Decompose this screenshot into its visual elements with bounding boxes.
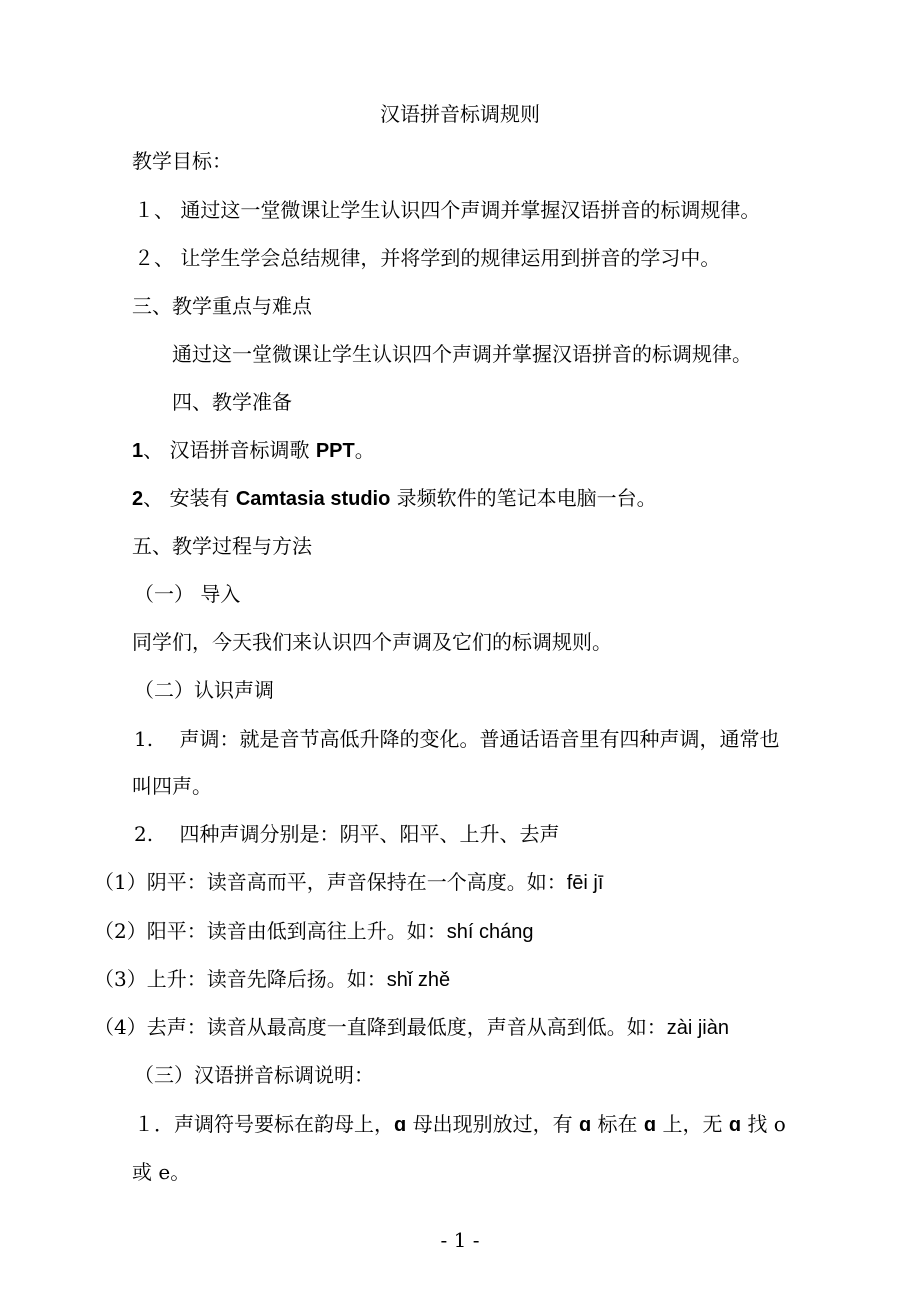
objectives-heading: 教学目标： [132, 149, 232, 173]
sub-1-heading: （一） 导入 [134, 582, 241, 606]
section-4-heading: 四、教学准备 [172, 390, 292, 414]
prep-item-2-end: 录频软件的笔记本电脑一台。 [390, 486, 657, 510]
tone-3 [94, 965, 450, 994]
tone-1 [94, 868, 603, 897]
objective-1: １、 通过这一堂微课让学生认识四个声调并掌握汉语拼音的标调规律。 [134, 198, 761, 222]
objective-2: ２、 让学生学会总结规律，并将学到的规律运用到拼音的学习中。 [134, 246, 721, 270]
tone-1-text: （1）阴平：读音高而平，声音保持在一个高度。如： [94, 870, 567, 894]
tone-4 [94, 1013, 729, 1042]
prep-item-1 [132, 436, 375, 465]
rule-1-text: 找 o [741, 1112, 786, 1136]
page-number: - 1 - [440, 1228, 480, 1252]
tone-3-text: （3）上升：读音先降后扬。如： [94, 967, 387, 991]
section-5-heading: 五、教学过程与方法 [132, 534, 312, 558]
rule-1-alpha: ɑ [394, 1114, 407, 1136]
tone-2-example: shí cháng [446, 921, 534, 943]
tone-4-example: zài jiàn [666, 1017, 729, 1039]
rule-1-continued: 或 e。 [132, 1160, 191, 1184]
tone-2 [94, 917, 533, 946]
rule-1-alpha: ɑ [643, 1114, 657, 1136]
prep-item-1-text: 、 汉语拼音标调歌 [143, 438, 316, 462]
prep-item-2 [132, 484, 657, 513]
point-1-continued: 叫四声。 [132, 774, 212, 798]
rule-1 [134, 1110, 786, 1139]
prep-item-1-end: 。 [354, 438, 375, 462]
point-2: 2. 四种声调分别是：阴平、阳平、上升、去声 [134, 822, 560, 846]
rule-1-alpha: ɑ [578, 1114, 592, 1136]
tone-1-example: fēi jī [566, 872, 604, 894]
intro-text: 同学们，今天我们来认识四个声调及它们的标调规则。 [132, 630, 612, 654]
rule-1-alpha: ɑ [728, 1114, 742, 1136]
sub-2-heading: （二）认识声调 [134, 678, 274, 702]
tone-2-text: （2）阳平：读音由低到高往上升。如： [94, 919, 447, 943]
rule-1-text: 上，无 [656, 1112, 729, 1136]
tone-4-text: （4）去声：读音从最高度一直降到最低度，声音从高到低。如： [94, 1015, 667, 1039]
rule-1-text: 标在 [591, 1112, 644, 1136]
prep-item-1-ppt: PPT [315, 440, 355, 462]
sub-3-heading: （三）汉语拼音标调说明： [134, 1063, 374, 1087]
prep-item-2-software: Camtasia studio [235, 488, 391, 510]
point-1: 1. 声调：就是音节高低升降的变化。普通话语音里有四种声调，通常也 [134, 727, 780, 751]
section-3-body: 通过这一堂微课让学生认识四个声调并掌握汉语拼音的标调规律。 [172, 342, 752, 366]
tone-3-example: shǐ zhě [386, 969, 451, 991]
prep-item-1-number: 1 [132, 440, 144, 462]
prep-item-2-number: 2 [132, 488, 144, 510]
document-title: 汉语拼音标调规则 [380, 102, 540, 126]
rule-1-text: １．声调符号要标在韵母上， [134, 1112, 394, 1136]
prep-item-2-text: 、 安装有 [143, 486, 236, 510]
rule-1-text: 母出现别放过，有 [406, 1112, 579, 1136]
section-3-heading: 三、教学重点与难点 [132, 294, 312, 318]
